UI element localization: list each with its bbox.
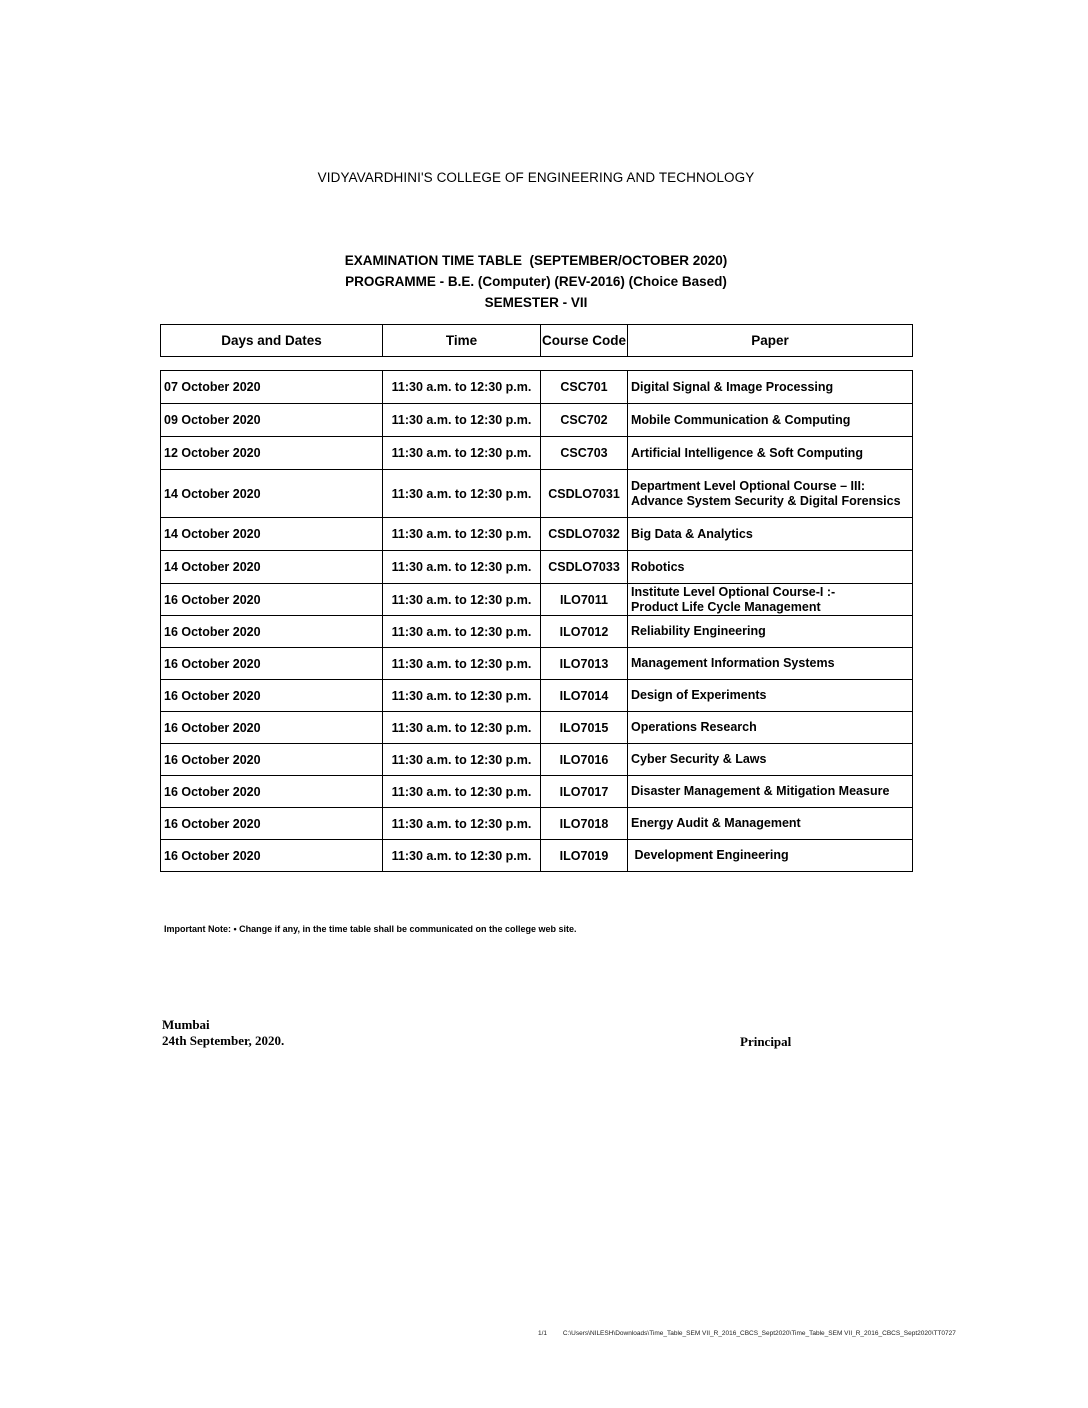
course-code: ILO7012 <box>541 616 628 648</box>
table-row <box>161 712 913 744</box>
paper-line: Energy Audit & Management <box>631 816 801 830</box>
exam-time: 11:30 a.m. to 12:30 p.m. <box>383 744 541 776</box>
print-footer <box>538 1330 970 1337</box>
exam-date: 14 October 2020 <box>161 551 383 584</box>
paper-name <box>628 616 913 648</box>
paper-line: Artificial Intelligence & Soft Computing <box>631 445 863 460</box>
paper-name <box>628 744 913 776</box>
course-code: ILO7017 <box>541 776 628 808</box>
paper-name <box>628 470 913 518</box>
table-row <box>161 680 913 712</box>
paper-name <box>628 584 913 616</box>
heading-semester: SEMESTER - VII <box>484 295 588 310</box>
paper-line: Design of Experiments <box>631 688 767 702</box>
exam-headings <box>0 250 1072 313</box>
exam-date: 16 October 2020 <box>161 840 383 872</box>
timetable <box>160 370 913 872</box>
course-code: CSC702 <box>541 404 628 437</box>
table-row <box>161 518 913 551</box>
paper-line: Development Engineering <box>631 848 789 862</box>
exam-date: 09 October 2020 <box>161 404 383 437</box>
exam-time: 11:30 a.m. to 12:30 p.m. <box>383 776 541 808</box>
column-header-date: Days and Dates <box>161 325 383 357</box>
course-code: ILO7019 <box>541 840 628 872</box>
paper-line: Disaster Management & Mitigation Measure <box>631 784 890 798</box>
course-code: ILO7015 <box>541 712 628 744</box>
exam-date: 14 October 2020 <box>161 518 383 551</box>
signature-block <box>162 1017 284 1049</box>
exam-date: 16 October 2020 <box>161 616 383 648</box>
exam-date: 12 October 2020 <box>161 437 383 470</box>
exam-date: 16 October 2020 <box>161 712 383 744</box>
course-code: ILO7011 <box>541 584 628 616</box>
column-header-paper: Paper <box>628 325 913 357</box>
timetable-header <box>160 324 913 357</box>
paper-line: Mobile Communication & Computing <box>631 412 851 427</box>
paper-name <box>628 648 913 680</box>
table-row <box>161 404 913 437</box>
course-code: ILO7016 <box>541 744 628 776</box>
table-row <box>161 808 913 840</box>
paper-name <box>628 840 913 872</box>
page-number: 1/1 <box>538 1330 548 1337</box>
header-row <box>161 325 913 357</box>
signatory: Principal <box>740 1034 792 1049</box>
place: Mumbai <box>162 1017 210 1032</box>
timetable-body <box>161 371 913 872</box>
paper-line: Big Data & Analytics <box>631 526 753 541</box>
college-name: VIDYAVARDHINI'S COLLEGE OF ENGINEERING AND TECHNOLOGY <box>317 170 755 185</box>
exam-time: 11:30 a.m. to 12:30 p.m. <box>383 680 541 712</box>
exam-time: 11:30 a.m. to 12:30 p.m. <box>383 404 541 437</box>
exam-time: 11:30 a.m. to 12:30 p.m. <box>383 371 541 404</box>
table-row <box>161 648 913 680</box>
table-row <box>161 584 913 616</box>
table-row <box>161 616 913 648</box>
paper-name <box>628 437 913 470</box>
exam-date: 14 October 2020 <box>161 470 383 518</box>
course-code: ILO7014 <box>541 680 628 712</box>
paper-line: Management Information Systems <box>631 656 835 670</box>
course-code: ILO7018 <box>541 808 628 840</box>
paper-line-2: Product Life Cycle Management <box>631 599 821 614</box>
table-row <box>161 744 913 776</box>
paper-line: Reliability Engineering <box>631 624 766 638</box>
exam-time: 11:30 a.m. to 12:30 p.m. <box>383 518 541 551</box>
exam-date: 16 October 2020 <box>161 808 383 840</box>
heading-programme: PROGRAMME - B.E. (Computer) (REV-2016) (Choice Based) <box>345 274 727 289</box>
table-row <box>161 470 913 518</box>
exam-time: 11:30 a.m. to 12:30 p.m. <box>383 551 541 584</box>
exam-time: 11:30 a.m. to 12:30 p.m. <box>383 584 541 616</box>
paper-name <box>628 371 913 404</box>
paper-name <box>628 680 913 712</box>
exam-date: 16 October 2020 <box>161 776 383 808</box>
course-code: CSDLO7031 <box>541 470 628 518</box>
column-header-code: Course Code <box>541 325 628 357</box>
table-row <box>161 776 913 808</box>
course-code: CSC703 <box>541 437 628 470</box>
course-code: CSDLO7033 <box>541 551 628 584</box>
paper-name <box>628 712 913 744</box>
exam-time: 11:30 a.m. to 12:30 p.m. <box>383 648 541 680</box>
course-code: CSDLO7032 <box>541 518 628 551</box>
exam-time: 11:30 a.m. to 12:30 p.m. <box>383 808 541 840</box>
exam-time: 11:30 a.m. to 12:30 p.m. <box>383 437 541 470</box>
signed-date: 24th September, 2020. <box>162 1033 285 1048</box>
paper-line: Operations Research <box>631 720 757 734</box>
course-code: ILO7013 <box>541 648 628 680</box>
paper-line: Department Level Optional Course – III: <box>631 478 866 493</box>
exam-date: 16 October 2020 <box>161 744 383 776</box>
paper-line: Robotics <box>631 559 685 574</box>
exam-date: 16 October 2020 <box>161 648 383 680</box>
column-header-time: Time <box>383 325 541 357</box>
table-row <box>161 371 913 404</box>
paper-name <box>628 404 913 437</box>
exam-time: 11:30 a.m. to 12:30 p.m. <box>383 712 541 744</box>
course-code: CSC701 <box>541 371 628 404</box>
exam-date: 16 October 2020 <box>161 584 383 616</box>
exam-date: 16 October 2020 <box>161 680 383 712</box>
paper-name <box>628 518 913 551</box>
file-path: C:\Users\NILESH\Downloads\Time_Table_SEM VII_R_2016_CBCS_Sept2020\Time_Table_SEM VII_R_2016_CBCS_Sept2020\TT0727 <box>562 1330 956 1337</box>
paper-name <box>628 551 913 584</box>
exam-time: 11:30 a.m. to 12:30 p.m. <box>383 616 541 648</box>
exam-date: 07 October 2020 <box>161 371 383 404</box>
important-note: Important Note: • Change if any, in the time table shall be communicated on the college web site. <box>164 924 577 934</box>
heading-exam-title: EXAMINATION TIME TABLE (SEPTEMBER/OCTOBER 2020) <box>344 253 728 268</box>
exam-time: 11:30 a.m. to 12:30 p.m. <box>383 840 541 872</box>
paper-name <box>628 808 913 840</box>
table-row <box>161 840 913 872</box>
table-row <box>161 437 913 470</box>
paper-name <box>628 776 913 808</box>
paper-line: Cyber Security & Laws <box>631 752 767 766</box>
exam-time: 11:30 a.m. to 12:30 p.m. <box>383 470 541 518</box>
paper-line: Digital Signal & Image Processing <box>631 379 834 394</box>
paper-line-2: Advance System Security & Digital Forensics <box>631 493 901 508</box>
paper-line: Institute Level Optional Course-I :- <box>631 584 836 599</box>
table-row <box>161 551 913 584</box>
